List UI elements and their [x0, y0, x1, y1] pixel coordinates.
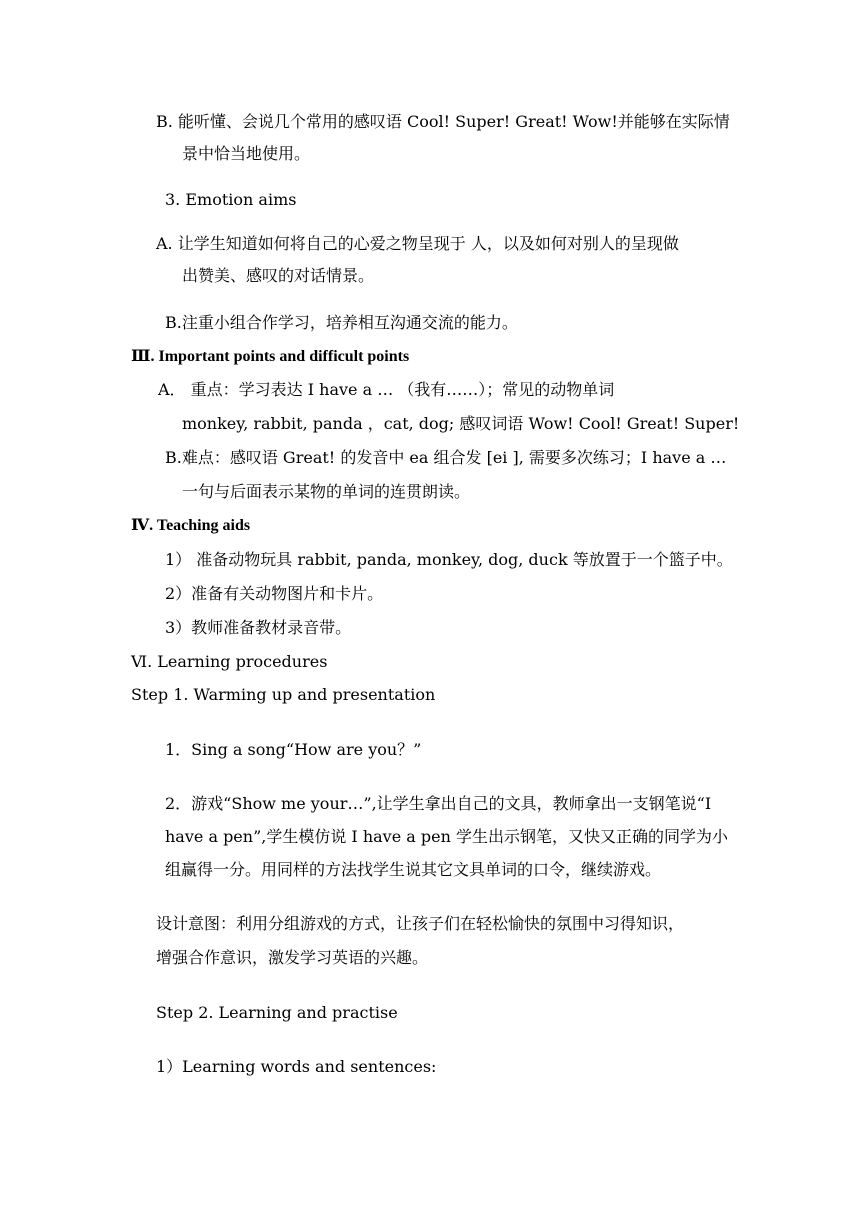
step-1-heading: Step 1. Warming up and presentation [131, 685, 436, 704]
section-heading-learning-procedures: Ⅵ. Learning procedures [131, 652, 328, 671]
step-2-heading: Step 2. Learning and practise [156, 1003, 398, 1022]
step-1-item-2-line-1: 2．游戏“Show me your…”,让学生拿出自己的文具，教师拿出一支钢笔说“I [165, 794, 712, 813]
step-1-item-2-line-2: have a pen”,学生模仿说 I have a pen 学生出示钢笔，又快又正确的同学为小 [165, 827, 729, 846]
step-1-item-2-line-3: 组赢得一分。用同样的方法找学生说其它文具单词的口令，继续游戏。 [165, 860, 662, 879]
section-heading-teaching-aids: Ⅳ. Teaching aids [131, 517, 251, 534]
aim-b-line-2: 景中恰当地使用。 [182, 144, 311, 163]
emotion-aim-a-line-1: A. 让学生知道如何将自己的心爱之物呈现于 人，以及如何对别人的呈现做 [156, 234, 679, 253]
teaching-aid-2: 2）准备有关动物图片和卡片。 [165, 584, 384, 603]
teaching-aid-1: 1） 准备动物玩具 rabbit, panda, monkey, dog, duck 等放置于一个篮子中。 [165, 550, 733, 569]
section-heading-important-points: Ⅲ. Important points and difficult points [131, 348, 410, 365]
teaching-aid-3: 3）教师准备教材录音带。 [165, 618, 352, 637]
step-1-item-1: 1．Sing a song“How are you？” [165, 740, 422, 759]
design-intent-line-2: 增强合作意识，激发学习英语的兴趣。 [156, 948, 429, 967]
emotion-aim-a-line-2: 出赞美、感叹的对话情景。 [182, 266, 375, 285]
design-intent-line-1: 设计意图：利用分组游戏的方式，让孩子们在轻松愉快的氛围中习得知识， [156, 914, 685, 933]
step-2-item-1: 1）Learning words and sentences: [156, 1057, 437, 1076]
emotion-aim-b: B.注重小组合作学习，培养相互沟通交流的能力。 [165, 313, 518, 332]
difficult-point-line-1: B.难点：感叹语 Great! 的发音中 ea 组合发 [ei ], 需要多次练习；I have a … [165, 448, 727, 467]
difficult-point-line-2: 一句与后面表示某物的单词的连贯朗读。 [182, 482, 471, 501]
key-point-line-1: A． 重点：学习表达 I have a … （我有……）；常见的动物单词 [158, 380, 615, 399]
emotion-aims-heading: 3. Emotion aims [165, 190, 297, 209]
key-point-line-2: monkey, rabbit, panda ，cat, dog; 感叹词语 Wow! Cool! Great! Super! [182, 414, 740, 433]
aim-b-line-1: B. 能听懂、会说几个常用的感叹语 Cool! Super! Great! Wow!并能够在实际情 [156, 112, 730, 131]
